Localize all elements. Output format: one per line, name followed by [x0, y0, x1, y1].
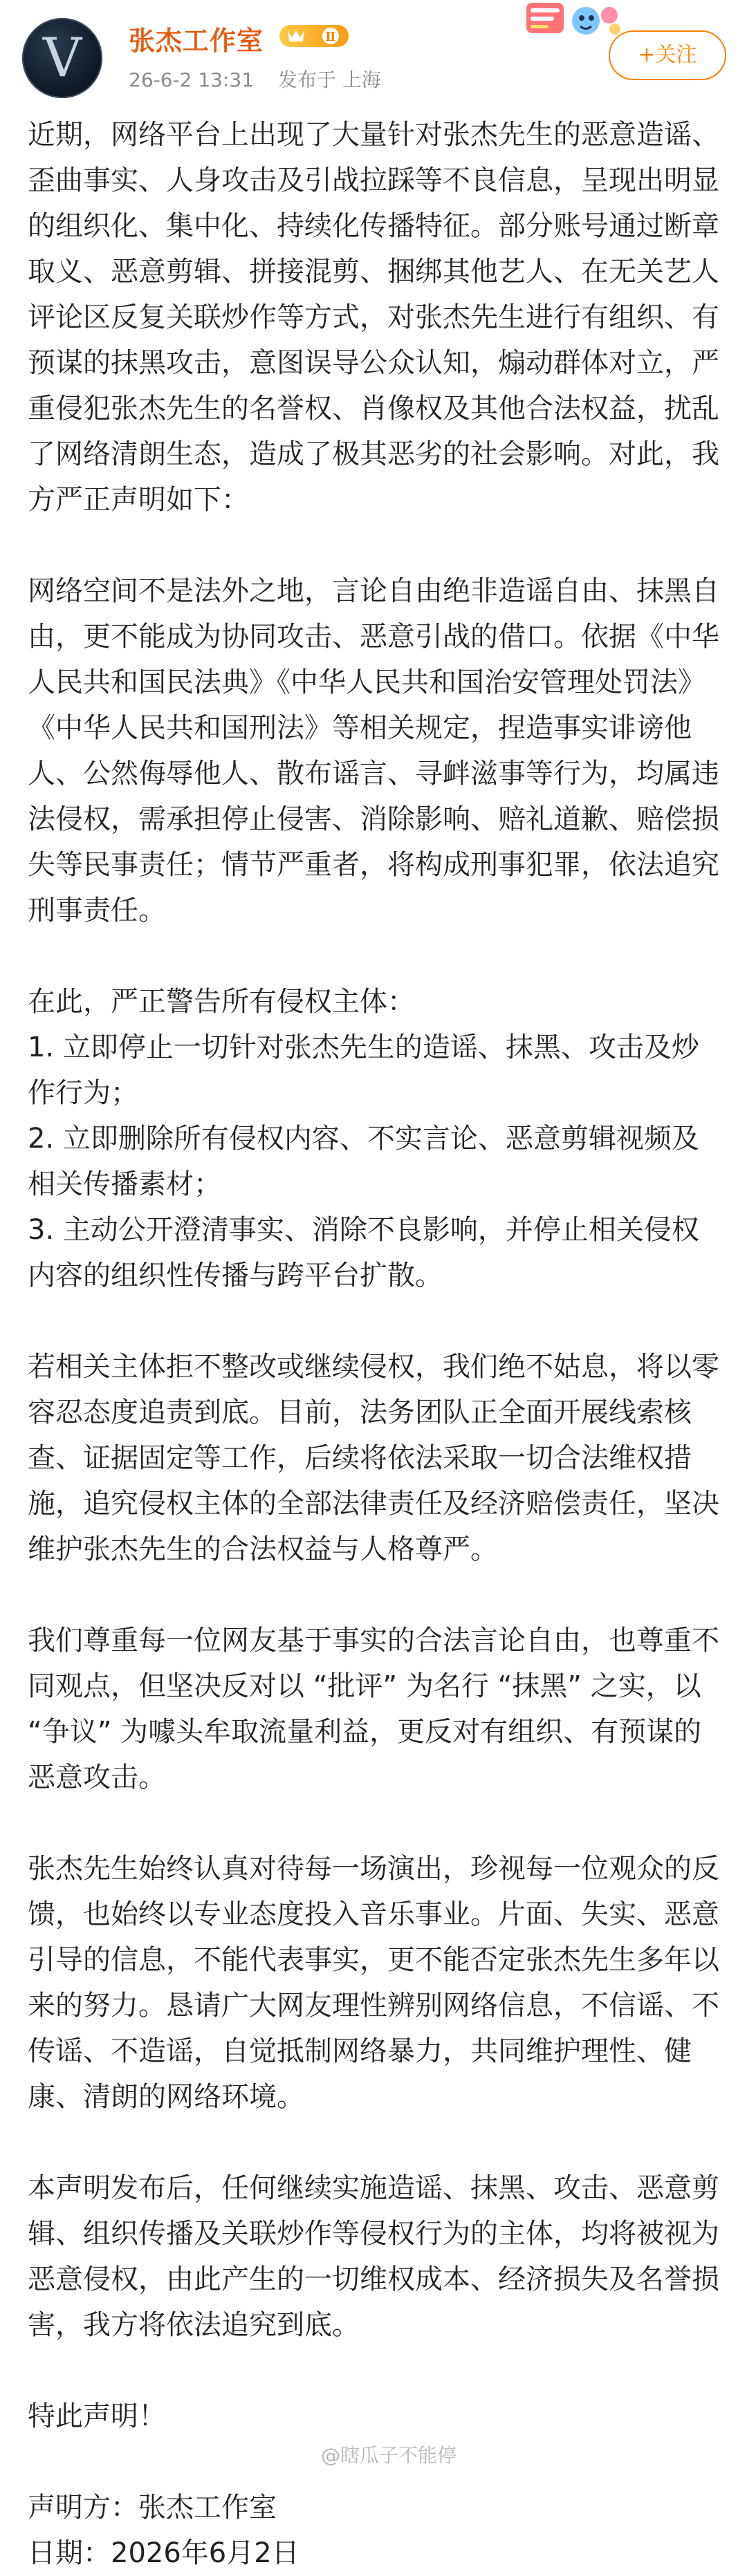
post-meta	[129, 65, 399, 93]
statement-signatory: 声明方：张杰工作室	[28, 2492, 277, 2523]
post-location: 发布于 上海	[277, 68, 381, 91]
mascot-sticker-icon	[522, 0, 626, 41]
statement-paragraph: 网络空间不是法外之地，言论自由绝非造谣自由、抹黑自由，更不能成为协同攻击、恶意引战的借口。依据《中华人民共和国民法典》《中华人民共和国治安管理处罚法》《中华人民共和国刑法》等相关规定，捏造事实诽谤他人、公然侮辱他人、散布谣言、寻衅滋事等行为，均属违法侵权，需承担停止侵害、消除影响、赔礼道歉、赔偿损失等民事责任；情节严重者，将构成刑事犯罪，依法追究刑事责任。	[28, 575, 719, 926]
post-time: 26-6-2 13:31	[129, 68, 255, 91]
avatar[interactable]	[22, 18, 102, 98]
statement-date: 日期：2026年6月2日	[28, 2537, 299, 2569]
statement-paragraph: 本声明发布后，任何继续实施造谣、抹黑、攻击、恶意剪辑、组织传播及关联炒作等侵权行为的主体，均将被视为恶意侵权，由此产生的一切维权成本、经济损失及名誉损害，我方将依法追究到底。	[28, 2172, 719, 2341]
level-badge-icon[interactable]	[278, 21, 350, 50]
statement-paragraph: 特此声明！	[28, 2400, 166, 2432]
account-name[interactable]: 张杰工作室	[129, 26, 264, 56]
statement-paragraph: 在此，严正警告所有侵权主体： 1. 立即停止一切针对张杰先生的造谣、抹黑、攻击及炒作行为； 2. 立即删除所有侵权内容、不实言论、恶意剪辑视频及相关传播素材； 3. 主动公开澄清事实、消除不良影响，并停止相关侵权内容的组织性传播与跨平台扩散。	[28, 986, 699, 1291]
avatar-logo-icon	[22, 18, 102, 98]
post-header	[0, 0, 747, 104]
svg-text:V: V	[42, 27, 82, 89]
weibo-watermark: @瞎瓜子不能停	[321, 2444, 457, 2467]
statement-paragraph: 我们尊重每一位网友基于事实的合法言论自由，也尊重不同观点，但坚决反对以 “批评” 为名行 “抹黑” 之实，以 “争议” 为噱头牟取流量利益，更反对有组织、有预谋的恶意攻击。	[28, 1625, 719, 1793]
statement-body	[28, 112, 722, 2576]
svg-text:Ⅱ: Ⅱ	[325, 30, 336, 44]
statement-paragraph: 若相关主体拒不整改或继续侵权，我们绝不姑息，将以零容忍态度追责到底。目前，法务团队正全面开展线索核查、证据固定等工作，后续将依法采取一切合法维权措施，追究侵权主体的全部法律责任及经济赔偿责任，坚决维护张杰先生的合法权益与人格尊严。	[28, 1351, 719, 1565]
follow-button[interactable]: +关注	[609, 30, 726, 80]
statement-paragraph: 张杰先生始终认真对待每一场演出，珍视每一位观众的反馈，也始终以专业态度投入音乐事业。片面、失实、恶意引导的信息，不能代表事实，更不能否定张杰先生多年以来的努力。恳请广大网友理性辨别网络信息，不信谣、不传谣、不造谣，自觉抵制网络暴力，共同维护理性、健康、清朗的网络环境。	[28, 1853, 719, 2113]
statement-paragraph: 近期，网络平台上出现了大量针对张杰先生的恶意造谣、歪曲事实、人身攻击及引战拉踩等不良信息，呈现出明显的组织化、集中化、持续化传播特征。部分账号通过断章取义、恶意剪辑、拼接混剪、捆绑其他艺人、在无关艺人评论区反复关联炒作等方式，对张杰先生进行有组织、有预谋的抹黑攻击，意图误导公众认知，煽动群体对立，严重侵犯张杰先生的名誉权、肖像权及其他合法权益，扰乱了网络清朗生态，造成了极其恶劣的社会影响。对此，我方严正声明如下：	[28, 119, 719, 516]
